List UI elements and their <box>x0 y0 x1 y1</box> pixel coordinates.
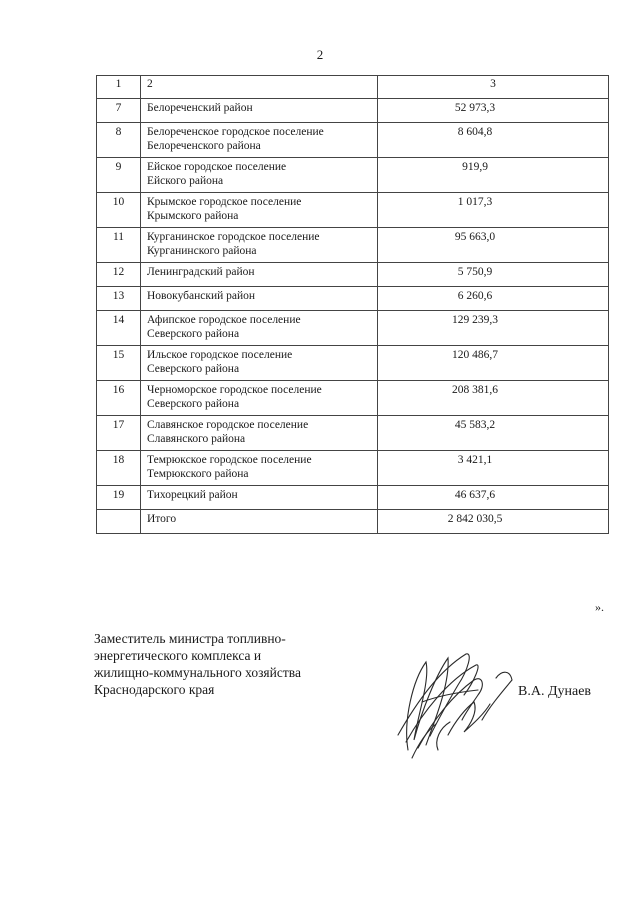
row-name-line: Крымское городское поселение <box>147 196 302 208</box>
table-row <box>97 287 609 311</box>
row-value-cell: 129 239,3 <box>378 311 609 346</box>
row-value-cell: 46 637,6 <box>378 486 609 510</box>
page-number: 2 <box>316 47 324 62</box>
row-name-line: Белореченское городское поселение <box>147 126 324 138</box>
row-name-cell <box>141 287 378 311</box>
row-value-cell: 919,9 <box>378 158 609 193</box>
row-name-cell <box>141 451 378 486</box>
table-row <box>97 510 609 534</box>
row-name-line: Северского района <box>147 363 240 375</box>
row-name-line: Белореченский район <box>147 102 253 114</box>
row-name-line: Крымского района <box>147 210 239 222</box>
row-name-cell <box>141 263 378 287</box>
closing-quote: ». <box>595 600 604 614</box>
table-row <box>97 311 609 346</box>
table-row <box>97 381 609 416</box>
row-name-cell <box>141 486 378 510</box>
row-number-cell: 10 <box>97 193 141 228</box>
table-row <box>97 416 609 451</box>
row-name-cell <box>141 158 378 193</box>
row-value-cell: 45 583,2 <box>378 416 609 451</box>
row-number-cell: 7 <box>97 99 141 123</box>
row-number-cell: 17 <box>97 416 141 451</box>
row-name-line: Славянского района <box>147 433 246 445</box>
row-name-cell <box>141 346 378 381</box>
row-name-line: Ейского района <box>147 175 224 187</box>
row-number-cell <box>97 510 141 534</box>
row-value-cell: 6 260,6 <box>378 287 609 311</box>
row-number-cell: 18 <box>97 451 141 486</box>
row-name-line: Новокубанский район <box>147 290 256 302</box>
row-name-cell <box>141 193 378 228</box>
table-row <box>97 158 609 193</box>
signature-title-line: Краснодарского края <box>94 682 215 697</box>
table-row <box>97 228 609 263</box>
row-number-cell: 19 <box>97 486 141 510</box>
row-name-cell <box>141 416 378 451</box>
row-value-cell: 3 421,1 <box>378 451 609 486</box>
row-number-cell: 16 <box>97 381 141 416</box>
row-value-cell: 52 973,3 <box>378 99 609 123</box>
row-name-cell <box>141 311 378 346</box>
table-row <box>97 263 609 287</box>
row-name-line: Тихорецкий район <box>147 489 238 501</box>
row-name-line: Северского района <box>147 328 240 340</box>
row-name-cell <box>141 123 378 158</box>
row-name-line: Славянское городское поселение <box>147 419 309 431</box>
row-value-cell: 2 842 030,5 <box>378 510 609 534</box>
row-name-cell <box>141 510 378 534</box>
row-number-cell: 8 <box>97 123 141 158</box>
row-name-cell <box>141 228 378 263</box>
row-name-line: Афипское городское поселение <box>147 314 301 326</box>
signature-title-line: энергетического комплекса и <box>94 648 262 663</box>
handwritten-signature <box>378 640 528 770</box>
row-name-line: Ильское городское поселение <box>147 349 293 361</box>
row-name-line: Итого <box>147 513 177 525</box>
row-name-line: Северского района <box>147 398 240 410</box>
row-number-cell: 12 <box>97 263 141 287</box>
signature-title <box>94 630 364 698</box>
row-number-cell: 11 <box>97 228 141 263</box>
row-name-cell <box>141 99 378 123</box>
signer-name: В.А. Дунаев <box>518 684 592 699</box>
row-name-line: Курганинского района <box>147 245 257 257</box>
table-row <box>97 451 609 486</box>
table-row <box>97 346 609 381</box>
header-cell-1: 1 <box>97 76 141 99</box>
row-number-cell: 9 <box>97 158 141 193</box>
row-name-line: Ленинградский район <box>147 266 255 278</box>
row-name-line: Черноморское городское поселение <box>147 384 322 396</box>
row-value-cell: 208 381,6 <box>378 381 609 416</box>
row-name-line: Курганинское городское поселение <box>147 231 320 243</box>
row-name-cell <box>141 381 378 416</box>
table-row <box>97 99 609 123</box>
allocation-table <box>96 75 609 534</box>
table-row <box>97 123 609 158</box>
signature-title-line: жилищно-коммунального хозяйства <box>94 665 301 680</box>
table-header-row <box>97 76 609 99</box>
header-cell-3: 3 <box>378 76 609 99</box>
row-value-cell: 95 663,0 <box>378 228 609 263</box>
table-row <box>97 486 609 510</box>
header-cell-2: 2 <box>141 76 378 99</box>
row-name-line: Ейское городское поселение <box>147 161 287 173</box>
row-value-cell: 1 017,3 <box>378 193 609 228</box>
row-name-line: Белореченского района <box>147 140 261 152</box>
row-value-cell: 5 750,9 <box>378 263 609 287</box>
row-number-cell: 14 <box>97 311 141 346</box>
row-number-cell: 15 <box>97 346 141 381</box>
row-number-cell: 13 <box>97 287 141 311</box>
row-value-cell: 120 486,7 <box>378 346 609 381</box>
row-name-line: Темрюкское городское поселение <box>147 454 312 466</box>
row-name-line: Темрюкского района <box>147 468 249 480</box>
signature-title-line: Заместитель министра топливно- <box>94 631 286 646</box>
table-row <box>97 193 609 228</box>
row-value-cell: 8 604,8 <box>378 123 609 158</box>
